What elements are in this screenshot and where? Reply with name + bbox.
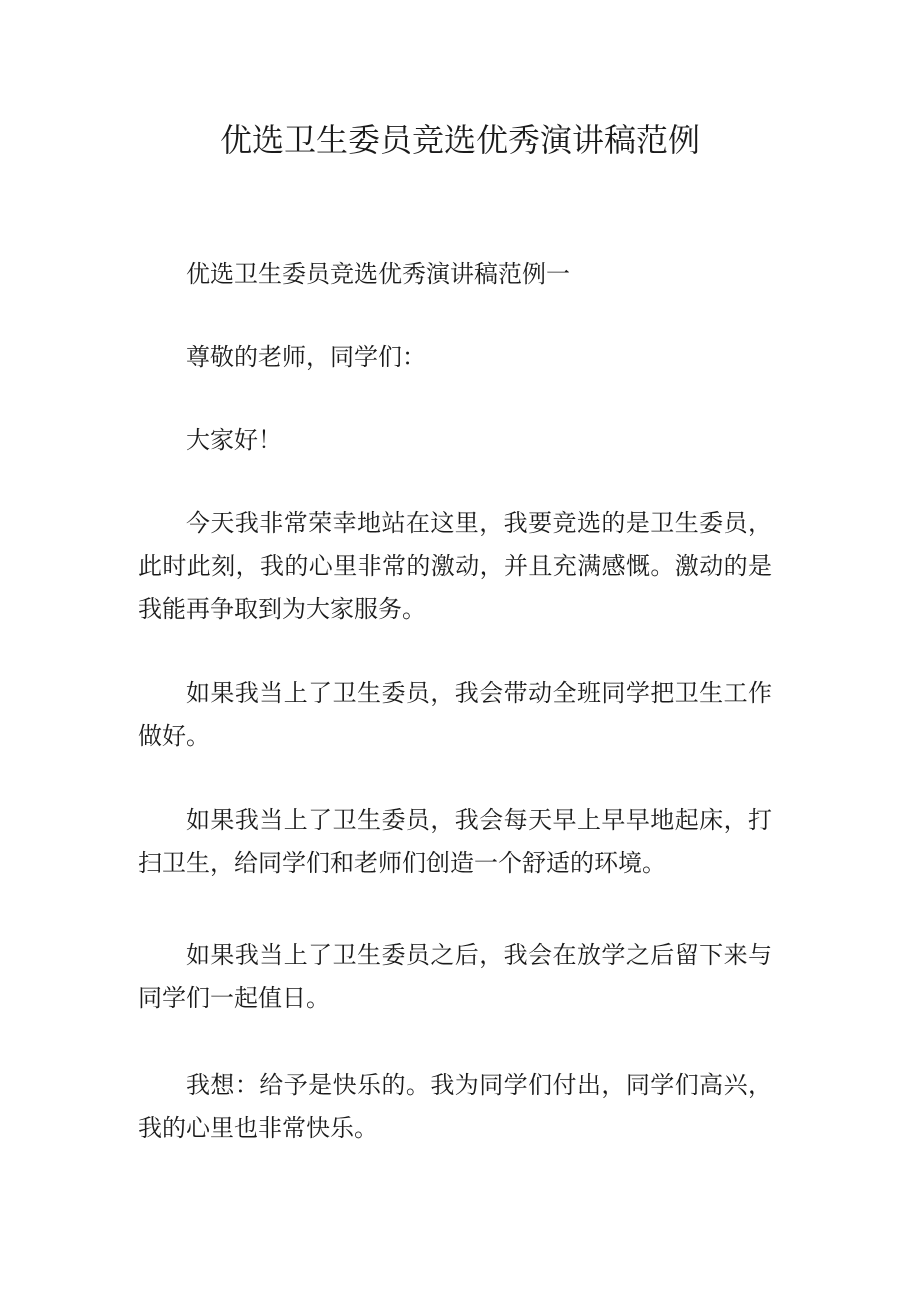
body-paragraph: 今天我非常荣幸地站在这里，我要竞选的是卫生委员，此时此刻，我的心里非常的激动，并且充满感慨。激动的是我能再争取到为大家服务。 <box>138 509 772 623</box>
greeting: 大家好！ <box>186 426 282 454</box>
section-heading: 优选卫生委员竞选优秀演讲稿范例一 <box>186 260 570 288</box>
body-paragraph: 我想：给予是快乐的。我为同学们付出，同学们高兴，我的心里也非常快乐。 <box>138 1071 772 1142</box>
document-title: 优选卫生委员竞选优秀演讲稿范例 <box>219 121 700 159</box>
body-paragraph: 如果我当上了卫生委员，我会带动全班同学把卫生工作做好。 <box>138 679 772 750</box>
body-paragraph: 如果我当上了卫生委员之后，我会在放学之后留下来与同学们一起值日。 <box>138 941 772 1012</box>
body-paragraph: 如果我当上了卫生委员，我会每天早上早早地起床，打扫卫生，给同学们和老师们创造一个舒适的环境。 <box>138 806 772 877</box>
salutation: 尊敬的老师，同学们： <box>186 343 426 371</box>
